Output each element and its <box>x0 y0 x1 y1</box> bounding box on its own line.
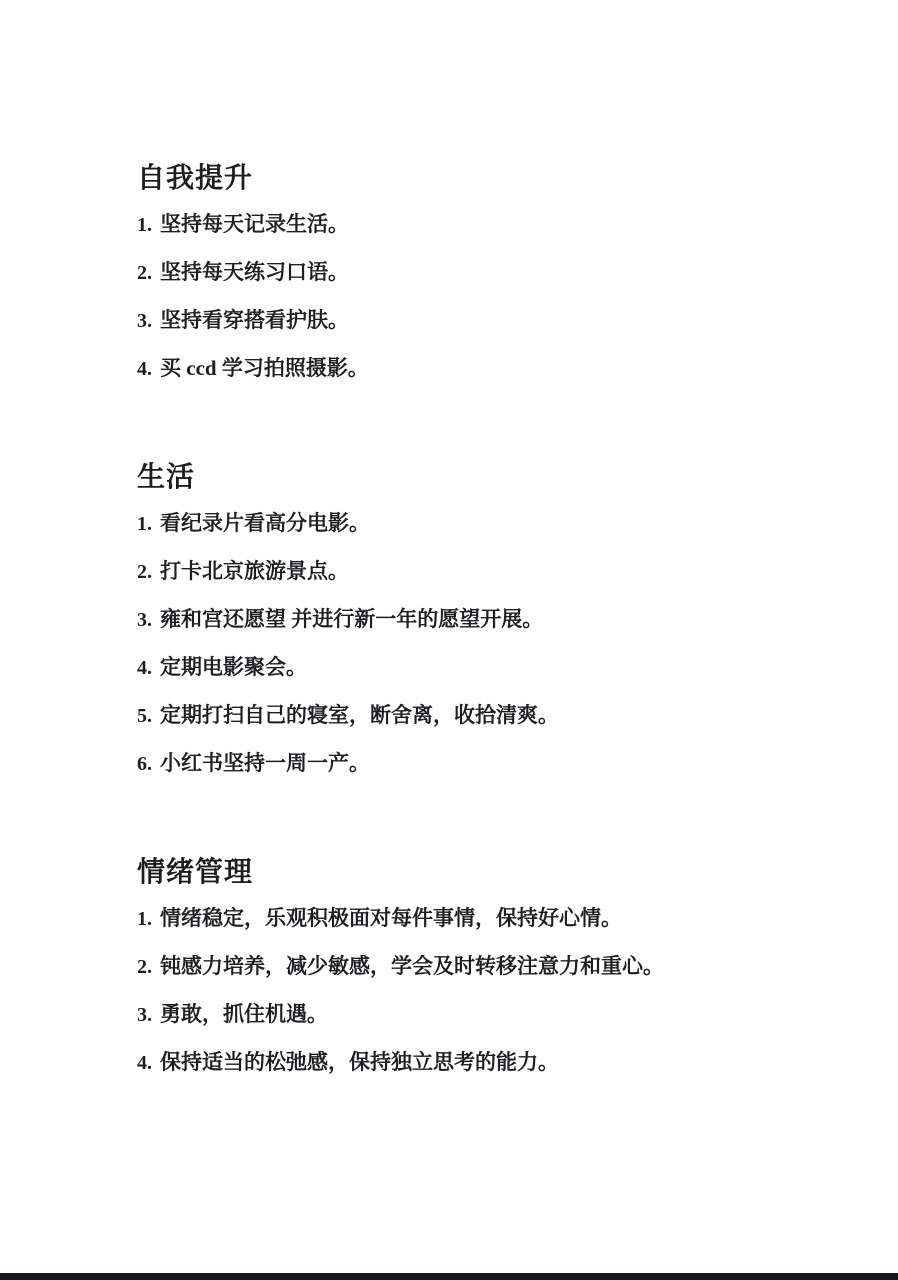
list-item <box>137 213 838 236</box>
list-item-number: 1. <box>137 908 152 930</box>
list-item-text: 定期打扫自己的寝室，断舍离，收拾清爽。 <box>160 703 559 727</box>
goal-section <box>137 462 838 775</box>
list-item <box>137 1051 838 1074</box>
goal-list <box>137 213 838 380</box>
list-item <box>137 955 838 978</box>
goal-list <box>137 512 838 775</box>
list-item <box>137 656 838 679</box>
list-item-number: 4. <box>137 657 152 679</box>
list-item-number: 4. <box>137 358 152 380</box>
list-item-number: 2. <box>137 262 152 284</box>
list-item-number: 3. <box>137 609 152 631</box>
bottom-edge-bar <box>0 1273 898 1280</box>
list-item-number: 1. <box>137 214 152 236</box>
goal-section <box>137 163 838 380</box>
list-item <box>137 608 838 631</box>
list-item <box>137 512 838 535</box>
section-title: 自我提升 <box>137 162 254 193</box>
section-title: 情绪管理 <box>137 856 254 887</box>
list-item <box>137 704 838 727</box>
list-item <box>137 1003 838 1026</box>
list-item <box>137 261 838 284</box>
list-item <box>137 907 838 930</box>
list-item-text: 买 ccd 学习拍照摄影。 <box>160 356 369 380</box>
list-item-number: 3. <box>137 310 152 332</box>
list-item-number: 2. <box>137 956 152 978</box>
goal-list <box>137 907 838 1074</box>
list-item-text: 打卡北京旅游景点。 <box>160 559 349 583</box>
list-item-number: 4. <box>137 1052 152 1074</box>
goal-section <box>137 857 838 1074</box>
list-item-number: 3. <box>137 1004 152 1026</box>
list-item-number: 5. <box>137 705 152 727</box>
list-item-text: 情绪稳定，乐观积极面对每件事情，保持好心情。 <box>160 906 622 930</box>
list-item-text: 定期电影聚会。 <box>160 655 307 679</box>
list-item-text: 小红书坚持一周一产。 <box>160 751 370 775</box>
list-item <box>137 560 838 583</box>
goal-sections-container <box>137 163 838 1074</box>
section-title: 生活 <box>137 461 196 492</box>
list-item-text: 坚持每天练习口语。 <box>160 260 349 284</box>
list-item-number: 6. <box>137 753 152 775</box>
list-item-text: 保持适当的松弛感，保持独立思考的能力。 <box>160 1050 559 1074</box>
list-item-text: 钝感力培养，减少敏感，学会及时转移注意力和重心。 <box>160 954 664 978</box>
list-item-number: 2. <box>137 561 152 583</box>
list-item <box>137 752 838 775</box>
list-item-text: 勇敢，抓住机遇。 <box>160 1002 328 1026</box>
list-item <box>137 357 838 380</box>
list-item-text: 雍和宫还愿望 并进行新一年的愿望开展。 <box>160 607 544 631</box>
list-item-text: 坚持看穿搭看护肤。 <box>160 308 349 332</box>
list-item-number: 1. <box>137 513 152 535</box>
list-item <box>137 309 838 332</box>
list-item-text: 看纪录片看高分电影。 <box>160 511 370 535</box>
list-item-text: 坚持每天记录生活。 <box>160 212 349 236</box>
